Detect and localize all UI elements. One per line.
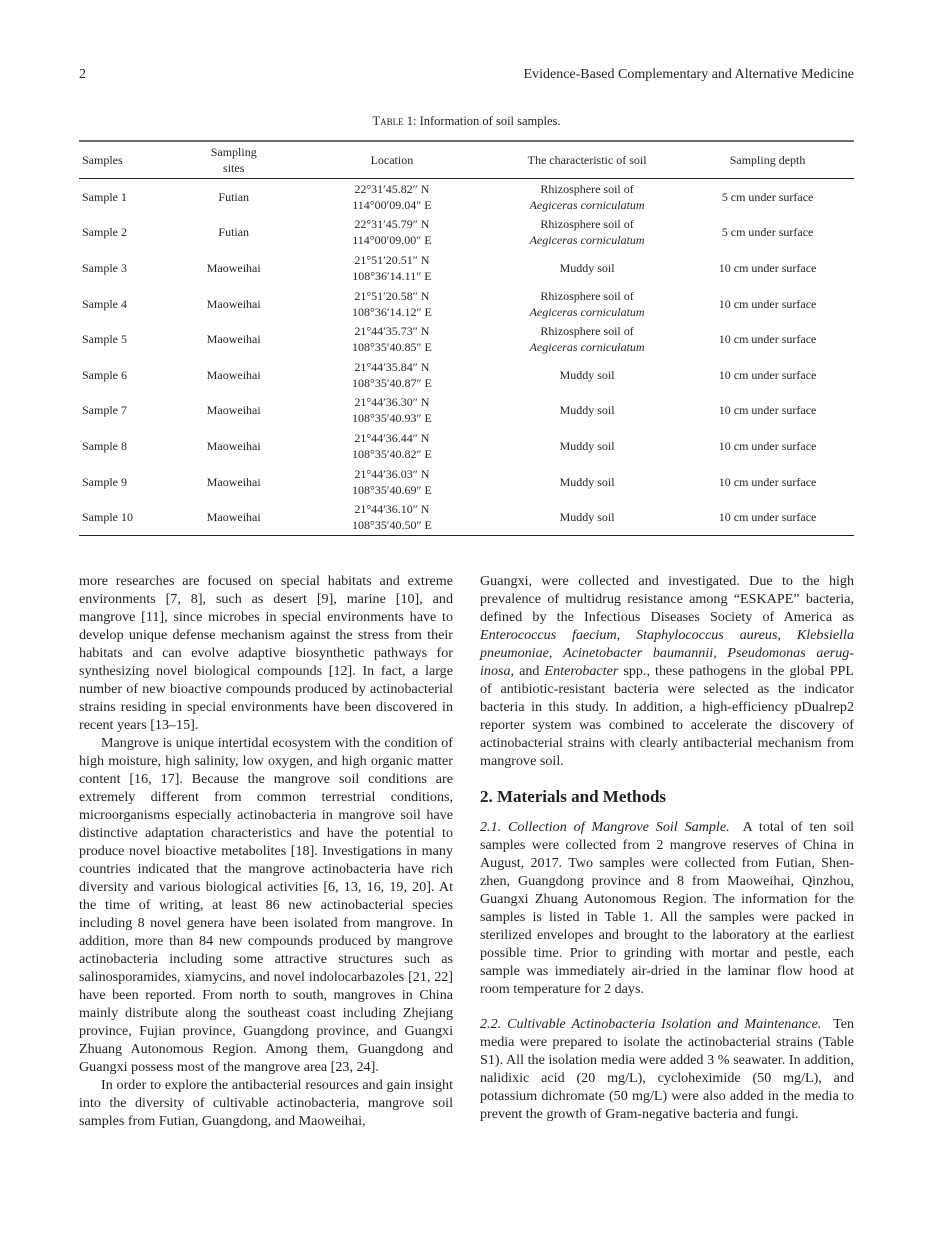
cell-depth: 10 cm under surface	[718, 474, 817, 489]
cell-soil-characteristic: Rhizosphere soil of Aegiceras corniculatum	[529, 217, 645, 248]
page-number: 2	[79, 67, 86, 82]
cell-soil-characteristic: Muddy soil	[559, 260, 615, 275]
cell-site: Maoweihai	[206, 367, 261, 382]
cell-depth: 10 cm under surface	[718, 367, 817, 382]
table-row	[79, 179, 854, 215]
cell-soil-characteristic: Muddy soil	[559, 474, 615, 489]
cell-site: Maoweihai	[206, 260, 261, 275]
cell-location: 21°51′20.58″ N 108°36′14.12″ E	[352, 288, 432, 319]
species-name: Acinetobacter baumannii	[563, 645, 714, 661]
cell-soil-characteristic: Muddy soil	[559, 367, 615, 382]
cell-depth: 10 cm under surface	[718, 296, 817, 311]
subsection-heading: 2.1. Collection of Mangrove Soil Sample.	[480, 819, 730, 835]
species-name: Aegiceras corniculatum	[529, 197, 645, 212]
cell-depth: 10 cm under surface	[718, 403, 817, 418]
header-location: Location	[370, 153, 414, 167]
header-samples: Samples	[82, 153, 123, 167]
cell-sample: Sample 6	[82, 367, 127, 382]
table-row	[79, 393, 854, 429]
table-row	[79, 499, 854, 535]
cell-sample: Sample 1	[82, 189, 127, 204]
species-name: Aegiceras corniculatum	[529, 304, 645, 319]
cell-depth: 10 cm under surface	[718, 510, 817, 525]
cell-soil-characteristic: Rhizosphere soil of Aegiceras corniculatum	[529, 288, 645, 319]
paragraph: In order to explore the antibacterial resources and gain insight into the diversity of cultivable actinobacteria, mangrove soil samples from Futian, Guangdong, and Maoweihai,	[79, 1077, 453, 1129]
section-heading: 2. Materials and Methods	[480, 787, 667, 806]
paragraph: Mangrove is unique intertidal ecosystem with the condition of high moisture, high salinity, low oxygen, and high organic matter content [16, 17]. Because the mangrove soil conditions are extremely different from common terrestrial conditions, microorganisms especially actinobacteria in mangrove soil have distinctive adaptation characteristics and have the potential to produce novel bioactive metabolites [18]. Investigations in many countries indicated that the mangrove actinobacteria have rich diversity and various biological activities [6, 13, 16, 19, 20]. At the time of writing, at least 86 new actinobacterial species including 8 novel genera have been isolated from mangrove. In addition, more than 84 new compounds produced by mangrove actinobacteria including some attractive structures such as salinosporamides, xiamycins, and novel indolocarbazoles [21, 22] have been reported. From north to south, mangroves in China mainly distribute along the southeast coast including Zhejiang province, Fujian province, Guangdong province, and Guangxi Zhuang Autonomous Region. Among them, Guangdong and Guangxi possess most of the mangrove area [23, 24].	[79, 735, 453, 1075]
cell-soil-characteristic: Muddy soil	[559, 438, 615, 453]
cell-site: Maoweihai	[206, 510, 261, 525]
table-header-row	[79, 141, 854, 179]
header-sampling-depth: Sampling depth	[729, 153, 806, 167]
paragraph: 2.1. Collection of Mangrove Soil Sample. A total of ten soil samples were collected from 2 mangrove reserves of China in August, 2017. Two samples were collected from Futian, Shenzhen, Guangdong province and 8 from Maoweihai, Qinzhou, Guangxi Zhuang Autonomous Region. The information for the samples is listed in Table 1. All the samples were packed in sterilized envelopes and brought to the laboratory at the earliest possible time. Prior to grinding with mortar and pestle, each sample was immediately air-dried in the laminar flow hood at room temperature for 2 days.	[480, 819, 854, 997]
cell-sample: Sample 9	[82, 474, 127, 489]
subsection-heading: 2.2. Cultivable Actinobacteria Isolation and Maintenance.	[480, 1016, 822, 1032]
cell-sample: Sample 3	[82, 260, 127, 275]
cell-sample: Sample 8	[82, 438, 127, 453]
table-row	[79, 215, 854, 251]
table-row	[79, 357, 854, 393]
cell-location: 21°44′36.30″ N 108°35′40.93″ E	[352, 395, 432, 426]
cell-sample: Sample 2	[82, 225, 127, 240]
header-sampling-sites: Sampling sites	[210, 145, 257, 175]
species-name: Aegiceras corniculatum	[529, 233, 645, 248]
left-column	[79, 572, 453, 1130]
cell-location: 21°44′35.84″ N 108°35′40.87″ E	[352, 359, 432, 390]
cell-sample: Sample 10	[82, 510, 133, 525]
table-row	[79, 286, 854, 322]
species-name: Enterobacter	[544, 663, 619, 679]
table-caption	[79, 114, 854, 129]
cell-sample: Sample 5	[82, 332, 127, 347]
cell-depth: 10 cm under surface	[718, 438, 817, 453]
cell-location: 22°31′45.82″ N 114°00′09.04″ E	[352, 181, 432, 212]
cell-site: Maoweihai	[206, 403, 261, 418]
cell-location: 21°44′36.10″ N 108°35′40.50″ E	[352, 502, 432, 533]
cell-site: Maoweihai	[206, 474, 261, 489]
table-caption-label: Table 1	[372, 114, 413, 128]
paragraph: more researches are focused on special habitats and extreme environments [7, 8], such as desert [9], marine [10], and mangrove [11], since microbes in special environments have to develop unique defense mechanism against the stress from their habitats and can evolve adaptive biosynthetic pathways for synthesizing novel biological compounds [12]. In fact, a large number of new bioactive compounds produced by actinobacterial strains residing in special environments have been discovered in recent years [13–15].	[79, 573, 453, 733]
header-soil-characteristic: The characteristic of soil	[527, 153, 647, 167]
cell-soil-characteristic: Muddy soil	[559, 510, 615, 525]
table-row	[79, 428, 854, 464]
paragraph: Guangxi, were collected and investigated. Due to the high prevalence of multidrug resistance among “ESKAPE” bacteria, defined by the Infectious Diseases Society of America as Enterococcus faecium, Staphylococcus aureus, Klebsiella pneumoniae, Acinetobacter baumannii, Pseudomonas aeruginosa, and Enterobacter spp., these pathogens in the global PPL of antibiotic-resistant bacteria were selected as the indicator bacteria in this study. In addition, a high-efficiency pDualrep2 reporter system was combined to accelerate the discovery of actinobacterial strains with clearly antibacterial mechanism from mangrove soil.	[480, 573, 855, 769]
paragraph: 2.2. Cultivable Actinobacteria Isolation and Maintenance. Ten media were prepared to isolate the actinobacterial strains (Table S1). All the isolation media were added 3 % seawater. In addition, nalidixic acid (20 mg/L), cycloheximide (50 mg/L), and potassium dichromate (50 mg/L) were also added in the media to prevent the growth of Gram-negative bacteria and fungi.	[480, 1016, 855, 1122]
table-row	[79, 250, 854, 286]
cell-site: Futian	[218, 225, 250, 240]
cell-soil-characteristic: Rhizosphere soil of Aegiceras corniculatum	[529, 324, 645, 355]
cell-site: Maoweihai	[206, 332, 261, 347]
cell-depth: 5 cm under surface	[721, 225, 814, 240]
cell-site: Futian	[218, 189, 250, 204]
cell-soil-characteristic: Rhizosphere soil of Aegiceras corniculatum	[529, 181, 645, 212]
cell-depth: 10 cm under surface	[718, 332, 817, 347]
species-name: Staphylococcus aureus	[636, 627, 778, 643]
cell-depth: 10 cm under surface	[718, 260, 817, 275]
cell-site: Maoweihai	[206, 438, 261, 453]
cell-site: Maoweihai	[206, 296, 261, 311]
table-body	[79, 179, 854, 536]
cell-location: 21°44′36.44″ N 108°35′40.82″ E	[352, 430, 432, 461]
right-column	[480, 572, 854, 1123]
species-name: Pseudomonas aeruginosa	[480, 645, 855, 679]
cell-location: 22°31′45.79″ N 114°00′09.00″ E	[352, 217, 432, 248]
cell-location: 21°44′36.03″ N 108°35′40.69″ E	[352, 466, 432, 497]
cell-sample: Sample 4	[82, 296, 127, 311]
species-name: Aegiceras corniculatum	[529, 340, 645, 355]
cell-depth: 5 cm under surface	[721, 189, 814, 204]
running-head-journal: Evidence-Based Complementary and Alternative Medicine	[523, 67, 854, 82]
cell-sample: Sample 7	[82, 403, 127, 418]
table-row	[79, 464, 854, 500]
soil-samples-table	[79, 140, 854, 536]
table-caption-text: : Information of soil samples.	[412, 114, 561, 128]
cell-location: 21°44′35.73″ N 108°35′40.85″ E	[352, 324, 432, 355]
species-name: Enterococcus faecium	[480, 627, 617, 643]
cell-soil-characteristic: Muddy soil	[559, 403, 615, 418]
cell-location: 21°51′20.51″ N 108°36′14.11″ E	[352, 252, 432, 283]
table-row	[79, 321, 854, 357]
species-name: Klebsiella pneumoniae	[480, 627, 854, 661]
